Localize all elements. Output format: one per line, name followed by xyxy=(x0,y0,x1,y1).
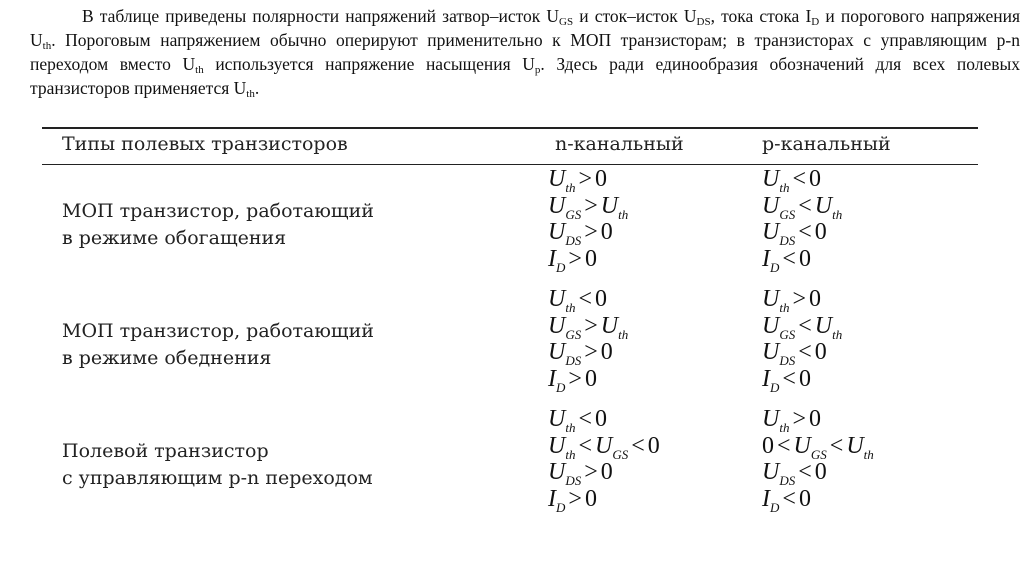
variable: U xyxy=(762,219,780,245)
condition-line xyxy=(762,406,874,433)
intro-text-part: и порогового напряжения U xyxy=(30,6,1020,50)
transistor-type-cell xyxy=(62,438,373,492)
relation-operator: < xyxy=(782,485,796,512)
constant: 0 xyxy=(798,365,811,392)
transistor-type-line: с управляющим p-n переходом xyxy=(62,467,373,489)
constant: 0 xyxy=(814,339,827,365)
p-channel-conditions xyxy=(762,406,874,515)
variable: U xyxy=(762,312,780,339)
intro-text-part: и сток–исток U xyxy=(573,6,697,26)
relation-operator: > xyxy=(584,192,598,219)
variable: U xyxy=(793,432,811,459)
subscript: D xyxy=(770,259,780,275)
relation-operator: < xyxy=(798,339,812,365)
condition-line xyxy=(762,286,842,313)
relation-operator: > xyxy=(584,219,598,245)
variable: I xyxy=(762,365,770,392)
relation-operator: > xyxy=(584,459,598,485)
subscript: th xyxy=(863,446,874,462)
intro-subscript: th xyxy=(246,88,255,100)
condition-line xyxy=(548,406,660,433)
constant: 0 xyxy=(600,459,613,485)
subscript: th xyxy=(618,206,629,222)
subscript: DS xyxy=(779,473,796,488)
constant: 0 xyxy=(798,245,811,272)
variable: U xyxy=(548,432,566,459)
relation-operator: > xyxy=(584,312,598,339)
variable: U xyxy=(600,192,619,219)
constant: 0 xyxy=(584,485,597,512)
subscript: GS xyxy=(565,326,582,342)
relation-operator: < xyxy=(782,365,796,392)
variable: U xyxy=(548,339,566,365)
constant: 0 xyxy=(584,365,597,392)
condition-line xyxy=(762,486,874,513)
table-row xyxy=(0,286,1024,410)
subscript: GS xyxy=(779,206,796,222)
subscript: GS xyxy=(779,326,796,342)
transistor-type-line: МОП транзистор, работающий xyxy=(62,320,374,342)
variable: U xyxy=(762,166,780,192)
header-transistor-type: Типы полевых транзисторов xyxy=(62,133,348,155)
subscript: D xyxy=(770,499,780,515)
subscript: DS xyxy=(565,353,582,368)
relation-operator: > xyxy=(568,245,582,272)
subscript: th xyxy=(779,300,790,315)
intro-text-part: , тока стока I xyxy=(710,6,812,26)
relation-operator: > xyxy=(568,365,582,392)
n-channel-conditions xyxy=(548,166,629,275)
relation-operator: < xyxy=(798,192,812,219)
transistor-type-line: МОП транзистор, работающий xyxy=(62,200,374,222)
relation-operator: < xyxy=(829,432,844,459)
condition-line xyxy=(548,193,628,220)
subscript: D xyxy=(556,379,566,395)
variable: I xyxy=(548,485,556,512)
variable: U xyxy=(762,192,780,219)
intro-subscript: GS xyxy=(559,16,574,28)
condition-line xyxy=(548,219,628,246)
variable: I xyxy=(548,365,556,392)
subscript: th xyxy=(618,326,629,342)
variable: U xyxy=(548,459,566,485)
table-top-rule xyxy=(42,127,978,129)
intro-text-part: . xyxy=(254,78,260,98)
relation-operator: < xyxy=(798,312,812,339)
intro-subscript: D xyxy=(811,16,820,28)
table-row xyxy=(0,406,1024,530)
variable: U xyxy=(600,312,619,339)
relation-operator: > xyxy=(792,286,807,312)
intro-text-part: . Пороговым напряжением обычно оперируют применительно к МОП транзисторам; в транзисторах с управляющим p-n переходом вместо U xyxy=(30,30,1020,74)
constant: 0 xyxy=(809,286,822,312)
constant: 0 xyxy=(762,432,774,459)
n-channel-conditions xyxy=(548,286,629,395)
intro-subscript: th xyxy=(195,64,204,76)
variable: U xyxy=(814,312,833,339)
p-channel-conditions xyxy=(762,286,843,395)
relation-operator: > xyxy=(792,406,807,432)
intro-text-part: . Здесь ради единообразия обозначений для всех полевых транзисторов применяется U xyxy=(30,54,1020,98)
subscript: th xyxy=(565,180,576,195)
subscript: th xyxy=(832,326,843,342)
condition-line xyxy=(762,166,842,193)
condition-line xyxy=(762,366,842,393)
table-header-rule xyxy=(42,164,978,165)
subscript: GS xyxy=(810,446,827,462)
variable: I xyxy=(762,485,770,512)
constant: 0 xyxy=(595,406,608,432)
relation-operator: < xyxy=(792,166,807,192)
variable: U xyxy=(548,286,566,312)
subscript: D xyxy=(770,379,780,395)
relation-operator: < xyxy=(798,459,812,485)
constant: 0 xyxy=(814,459,827,485)
table-row xyxy=(0,166,1024,290)
subscript: th xyxy=(565,420,576,435)
constant: 0 xyxy=(595,166,608,192)
constant: 0 xyxy=(798,485,811,512)
subscript: DS xyxy=(779,233,796,248)
variable: U xyxy=(548,192,566,219)
variable: U xyxy=(548,312,566,339)
variable: U xyxy=(762,286,780,312)
header-p-channel: p-канальный xyxy=(762,133,891,155)
variable: I xyxy=(762,245,770,272)
relation-operator: > xyxy=(584,339,598,365)
transistor-type-line: в режиме обогащения xyxy=(62,227,287,249)
subscript: DS xyxy=(565,233,582,248)
condition-line xyxy=(762,219,842,246)
header-n-channel: n-канальный xyxy=(555,133,684,155)
variable: U xyxy=(814,192,833,219)
condition-line xyxy=(548,166,628,193)
transistor-type-line: Полевой транзистор xyxy=(62,440,269,462)
subscript: th xyxy=(779,420,790,435)
condition-line xyxy=(548,433,660,460)
intro-text-part: используется напряжение насыщения U xyxy=(203,54,535,74)
transistor-type-cell xyxy=(62,318,374,372)
relation-operator: > xyxy=(578,166,593,192)
condition-line xyxy=(762,193,842,220)
subscript: th xyxy=(565,446,576,462)
condition-line xyxy=(548,486,660,513)
condition-line xyxy=(548,313,628,340)
constant: 0 xyxy=(600,219,613,245)
relation-operator: < xyxy=(631,432,645,459)
subscript: DS xyxy=(779,353,796,368)
subscript: th xyxy=(565,300,576,315)
constant: 0 xyxy=(595,286,608,312)
p-channel-conditions xyxy=(762,166,843,275)
condition-line xyxy=(762,459,874,486)
condition-line xyxy=(548,366,628,393)
intro-paragraph xyxy=(30,4,1020,100)
relation-operator: < xyxy=(578,406,593,432)
intro-subscript: p xyxy=(534,64,541,76)
subscript: th xyxy=(779,180,790,195)
variable: U xyxy=(762,339,780,365)
intro-subscript: th xyxy=(42,40,52,52)
constant: 0 xyxy=(809,166,822,192)
condition-line xyxy=(762,313,842,340)
variable: U xyxy=(548,166,566,192)
variable: U xyxy=(846,432,864,459)
constant: 0 xyxy=(814,219,827,245)
subscript: GS xyxy=(612,446,629,462)
condition-line xyxy=(548,339,628,366)
condition-line xyxy=(548,246,628,273)
relation-operator: < xyxy=(578,286,593,312)
subscript: th xyxy=(832,206,843,222)
condition-line xyxy=(762,246,842,273)
constant: 0 xyxy=(647,432,660,459)
condition-line xyxy=(548,459,660,486)
relation-operator: > xyxy=(568,485,582,512)
variable: U xyxy=(762,406,780,432)
condition-line xyxy=(762,339,842,366)
variable: U xyxy=(762,459,780,485)
constant: 0 xyxy=(809,406,822,432)
subscript: D xyxy=(556,259,566,275)
relation-operator: < xyxy=(777,432,791,459)
subscript: D xyxy=(556,499,566,515)
variable: U xyxy=(548,406,566,432)
relation-operator: < xyxy=(782,245,796,272)
subscript: DS xyxy=(565,473,582,488)
constant: 0 xyxy=(584,245,597,272)
intro-text xyxy=(30,4,1020,100)
relation-operator: < xyxy=(578,432,593,459)
intro-text-part: В таблице приведены полярности напряжений затвор–исток U xyxy=(82,6,560,26)
condition-line xyxy=(762,433,874,460)
relation-operator: < xyxy=(798,219,812,245)
condition-line xyxy=(548,286,628,313)
transistor-type-line: в режиме обеднения xyxy=(62,347,272,369)
constant: 0 xyxy=(600,339,613,365)
variable: U xyxy=(548,219,566,245)
variable: I xyxy=(548,245,556,272)
n-channel-conditions xyxy=(548,406,660,515)
intro-subscript: DS xyxy=(696,16,711,28)
transistor-type-cell xyxy=(62,198,374,252)
subscript: GS xyxy=(565,206,582,222)
variable: U xyxy=(595,432,613,459)
